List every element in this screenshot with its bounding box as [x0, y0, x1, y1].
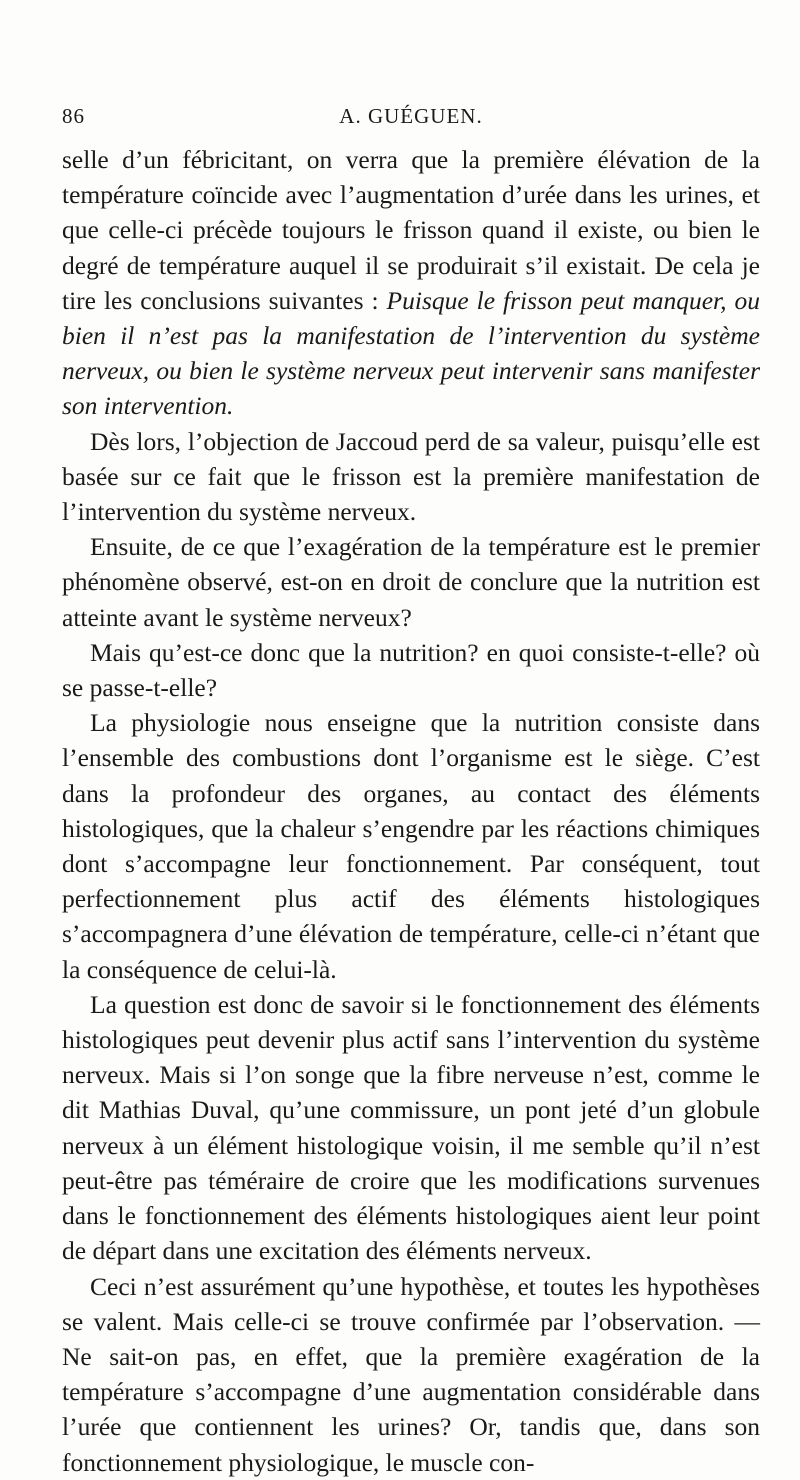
paragraph-6: La question est donc de savoir si le fonctionnement des éléments histologiques peut devenir plus actif sans l’intervention du système nerveux. Mais si l’on songe que la fibre nerveuse n’est, comme le dit Mathias Duval, qu’une commissure, un pont jeté d’un globule nerveux à un élément histologique voisin, il me semble qu’il n’est peut-être pas téméraire de croire que les modifications survenues dans le fonctionnement des éléments histologiques aient leur point de départ dans une excitation des éléments nerveux.: [62, 989, 760, 1266]
paragraph-1-italic: Puisque le frisson peut manquer, ou bien il n’est pas la manifestation de l’intervention du système nerveux, ou bien le système nerveux peut intervenir sans manifester son intervention.: [62, 285, 760, 421]
paragraph-1-roman: selle d’un fébricitant, on verra que la première élévation de la température coïncide avec l’augmentation d’urée dans les urines, et que celle-ci précède toujours le frisson quand il existe, ou bien le degré de température auquel il se produirait s’il existait. De cela je tire les conclusions suivantes :: [62, 145, 760, 315]
page-number: 86: [62, 104, 85, 128]
paragraph-1: [62, 142, 760, 424]
paragraph-5: La physiologie nous enseigne que la nutrition consiste dans l’ensemble des combustions dont l’organisme est le siège. C’est dans la profondeur des organes, au contact des éléments histologiques, que la chaleur s’engendre par les réactions chimiques dont s’accompagne leur fonctionnement. Par conséquent, tout perfectionnement plus actif des éléments histologiques s’accompagnera d’une élévation de température, celle-ci n’étant que la conséquence de celui-là.: [62, 708, 760, 984]
running-head-author: A. GUÉGUEN.: [339, 104, 483, 128]
paragraph-3: Ensuite, de ce que l’exagération de la température est le premier phénomène observé, est-on en droit de conclure que la nutrition est atteinte avant le système nerveux?: [62, 532, 760, 632]
body-text: [62, 142, 760, 1480]
paragraph-7: Ceci n’est assurément qu’une hypothèse, et toutes les hypothèses se valent. Mais celle-ci se trouve confirmée par l’observation. — Ne sait-on pas, en effet, que la première exagération de la température s’accompagne d’une augmentation considérable dans l’urée que contiennent les urines? Or, tandis que, dans son fonctionnement physiologique, le muscle con-: [62, 1271, 760, 1477]
paragraph-4: Mais qu’est-ce donc que la nutrition? en quoi consiste-t-elle? où se passe-t-elle?: [62, 637, 760, 703]
paragraph-2: Dès lors, l’objection de Jaccoud perd de sa valeur, puisqu’elle est basée sur ce fait que le frisson est la première manifestation de l’intervention du système nerveux.: [62, 426, 760, 527]
running-header: [62, 104, 760, 134]
